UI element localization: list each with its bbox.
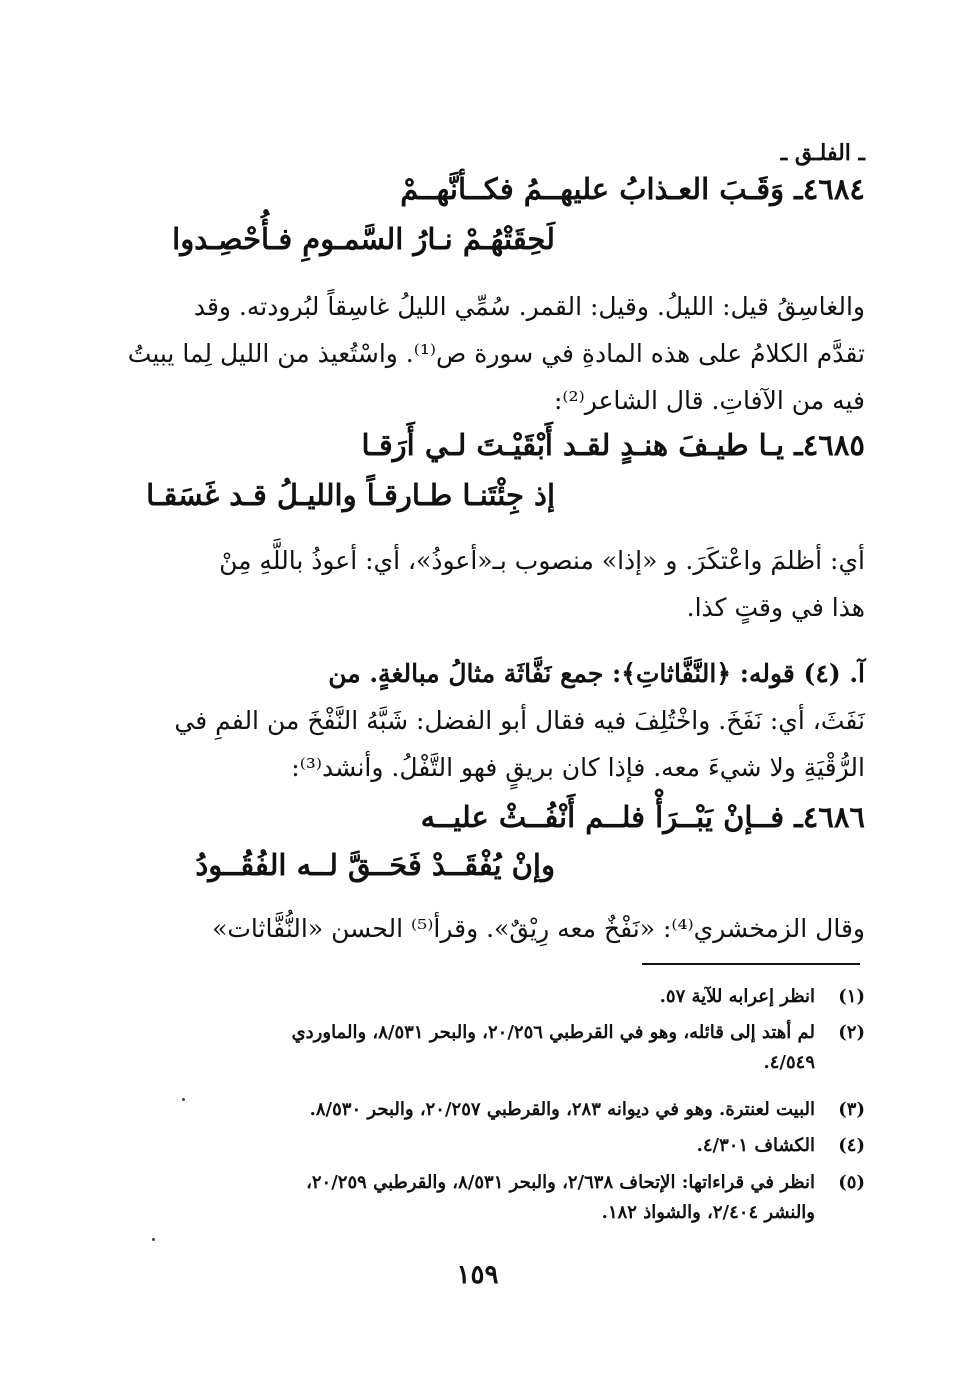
paragraph-line: آ. (٤) قوله: ﴿النَّفَّاثاتِ﴾: جمع نَفَّاثَة مثالُ مبالغةٍ. من	[328, 659, 865, 688]
footnote-text: لم أهتد إلى قائله، وهو في القرطبي ٢٠/٢٥٦، والبحر ٨/٥٣١، والماوردي	[291, 1022, 815, 1043]
scan-speck	[182, 1098, 185, 1101]
paragraph-line: والغاسِقُ قيل: الليلُ. وقيل: القمر. سُمِّي الليلُ غاسِقاً لبُرودته. وقد	[193, 292, 865, 321]
verse-4686-line-2: وإنْ يُفْقَــدْ فَحَــقَّ لــه الفُقُــودُ	[195, 848, 555, 882]
footnote-5	[85, 1168, 865, 1228]
footnote-2	[85, 1018, 865, 1078]
footnote-number: (٢)	[838, 1022, 865, 1043]
paragraph-line: الرُّقْيَةِ ولا شيءَ معه. فإذا كان بريقٍ فهو التَّفْلُ. وأنشد⁽³⁾:	[291, 753, 865, 782]
paragraph-ghasiq	[85, 283, 865, 424]
footnote-4	[85, 1131, 865, 1161]
verse-4685-line-2: إذ جِئْتَنـا طـارقـاً والليـلُ قـد غَسَقـا	[146, 478, 555, 512]
footnote-1	[85, 982, 865, 1012]
verse-4684-line-1: ٤٦٨٤ـ وَقَـبَ العـذابُ عليهــمُ فكــأنَّهــمْ	[400, 172, 865, 206]
paragraph-line: وقال الزمخشري⁽⁴⁾: «نَفْخٌ معه رِيْقٌ». وقرأ⁽⁵⁾ الحسن «النُّفَّاثات»	[212, 914, 865, 943]
footnote-number: (٣)	[838, 1099, 865, 1120]
footnote-number: (١)	[838, 986, 865, 1007]
paragraph-line: تقدَّم الكلامُ على هذه المادةِ في سورة ص⁽¹⁾. واسْتُعيذ من الليل لِما يبيتُ	[127, 339, 865, 368]
verse-4684-line-2: لَحِقَتْهُـمْ نـارُ السَّمـومِ فـأُحْصِـدوا	[172, 222, 555, 256]
verse-4685-line-1: ٤٦٨٥ـ يـا طيـفَ هنـدٍ لقـد أَبْقَيْـتَ لـي أَرَقـا	[361, 428, 865, 462]
verse-4686-line-1: ٤٦٨٦ـ فــإنْ يَبْــرَأْ فلــم أَنْفُــثْ عليــه	[420, 800, 865, 834]
footnote-3	[85, 1095, 865, 1125]
footnote-text: البيت لعنترة. وهو في ديوانه ٢٨٣، والقرطبي ٢٠/٢٥٧، والبحر ٨/٥٣٠.	[309, 1099, 815, 1120]
footnote-number: (٥)	[838, 1172, 865, 1193]
footnote-text: انظر إعرابه للآية ٥٧.	[659, 986, 815, 1007]
paragraph-zamakhshari	[85, 905, 865, 952]
paragraph-azlama	[85, 537, 865, 631]
running-header: ـ الفلـق ـ	[780, 140, 865, 166]
page-number: ١٥٩	[456, 1260, 499, 1290]
paragraph-line: أي: أظلمَ واعْتكَرَ. و «إذا» منصوب بـ«أعوذُ»، أي: أعوذُ باللَّهِ مِنْ	[219, 546, 865, 575]
paragraph-line: فيه من الآفاتِ. قال الشاعر⁽²⁾:	[553, 386, 865, 415]
footnote-number: (٤)	[838, 1135, 865, 1156]
footnote-text: انظر في قراءاتها: الإتحاف ٢/٦٣٨، والبحر ٨/٥٣١، والقرطبي ٢٠/٢٥٩،	[306, 1172, 815, 1193]
footnote-text: الكشاف ٤/٣٠١.	[696, 1135, 815, 1156]
footnote-separator	[642, 963, 860, 965]
paragraph-line: نَفَثَ، أي: نَفَخَ. واخْتُلِفَ فيه فقال أبو الفضل: شَبَّهُ النَّفْخَ من الفمِ في	[174, 706, 865, 735]
paragraph-line: هذا في وقتٍ كذا.	[686, 593, 865, 622]
footnote-text-continued: ٤/٥٤٩.	[763, 1052, 815, 1073]
scan-speck	[152, 1238, 155, 1241]
paragraph-naffathat	[85, 650, 865, 791]
footnote-text-continued: والنشر ٢/٤٠٤، والشواذ ١٨٢.	[601, 1202, 815, 1223]
